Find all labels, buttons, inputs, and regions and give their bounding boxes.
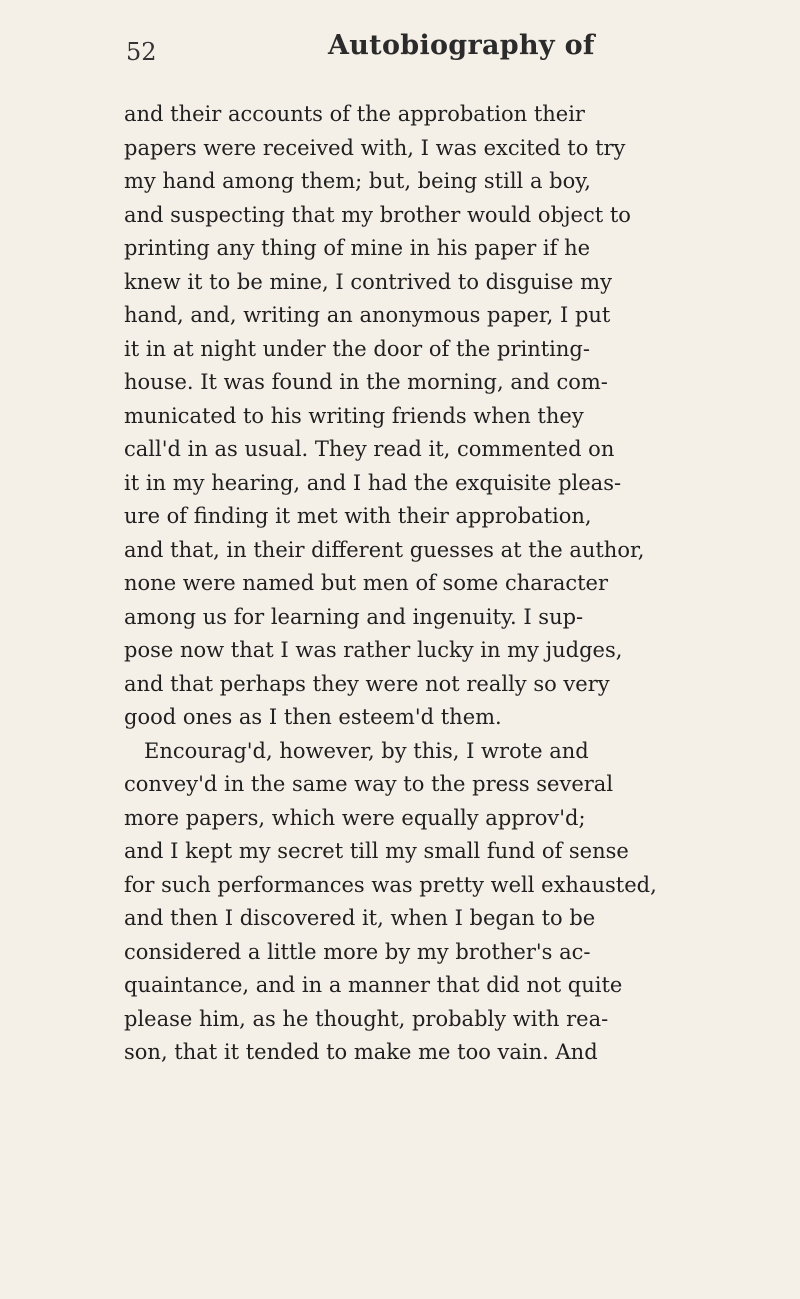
page-number: 52	[126, 38, 157, 66]
text-line: municated to his writing friends when they	[124, 403, 584, 428]
text-line: more papers, which were equally approv'd;	[124, 805, 586, 830]
running-title: Autobiography of	[328, 30, 595, 61]
text-line: and I kept my secret till my small fund of sense	[124, 839, 629, 863]
text-line: and that perhaps they were not really so very	[124, 671, 610, 696]
text-line: good ones as I then esteem'd them.	[124, 705, 502, 729]
text-line: please him, as he thought, probably with rea-	[124, 1006, 609, 1031]
text-line: and that, in their different guesses at the author,	[124, 537, 645, 562]
text-line: house. It was found in the morning, and com-	[124, 370, 608, 394]
text-line: and their accounts of the approbation their	[124, 102, 585, 126]
text-line: pose now that I was rather lucky in my judges,	[124, 638, 623, 662]
text-line: none were named but men of some character	[124, 571, 609, 595]
running-head	[0, 30, 800, 70]
text-line: printing any thing of mine in his paper if he	[124, 236, 591, 260]
text-line: ure of finding it met with their approbation,	[124, 504, 592, 528]
text-line: hand, and, writing an anonymous paper, I put	[124, 303, 611, 327]
text-line: son, that it tended to make me too vain. And	[124, 1040, 598, 1064]
text-line: among us for learning and ingenuity. I sup-	[124, 604, 584, 629]
text-line: considered a little more by my brother's ac-	[124, 939, 591, 964]
text-line: it in at night under the door of the printing-	[124, 336, 590, 361]
text-line: papers were received with, I was excited to try	[124, 135, 626, 160]
text-line: it in my hearing, and I had the exquisite pleas-	[124, 470, 622, 495]
text-line: knew it to be mine, I contrived to disguise my	[124, 269, 612, 294]
body-text	[124, 98, 800, 1070]
paragraph-start-line: Encourag'd, however, by this, I wrote and	[144, 738, 589, 763]
text-line: call'd in as usual. They read it, commented on	[124, 437, 615, 461]
text-line: quaintance, and in a manner that did not quite	[124, 973, 623, 997]
text-line: convey'd in the same way to the press several	[124, 772, 614, 796]
text-line: my hand among them; but, being still a boy,	[124, 169, 591, 193]
text-line: and then I discovered it, when I began to be	[124, 906, 596, 930]
text-line: and suspecting that my brother would object to	[124, 202, 631, 227]
text-line: for such performances was pretty well exhausted,	[124, 872, 657, 897]
